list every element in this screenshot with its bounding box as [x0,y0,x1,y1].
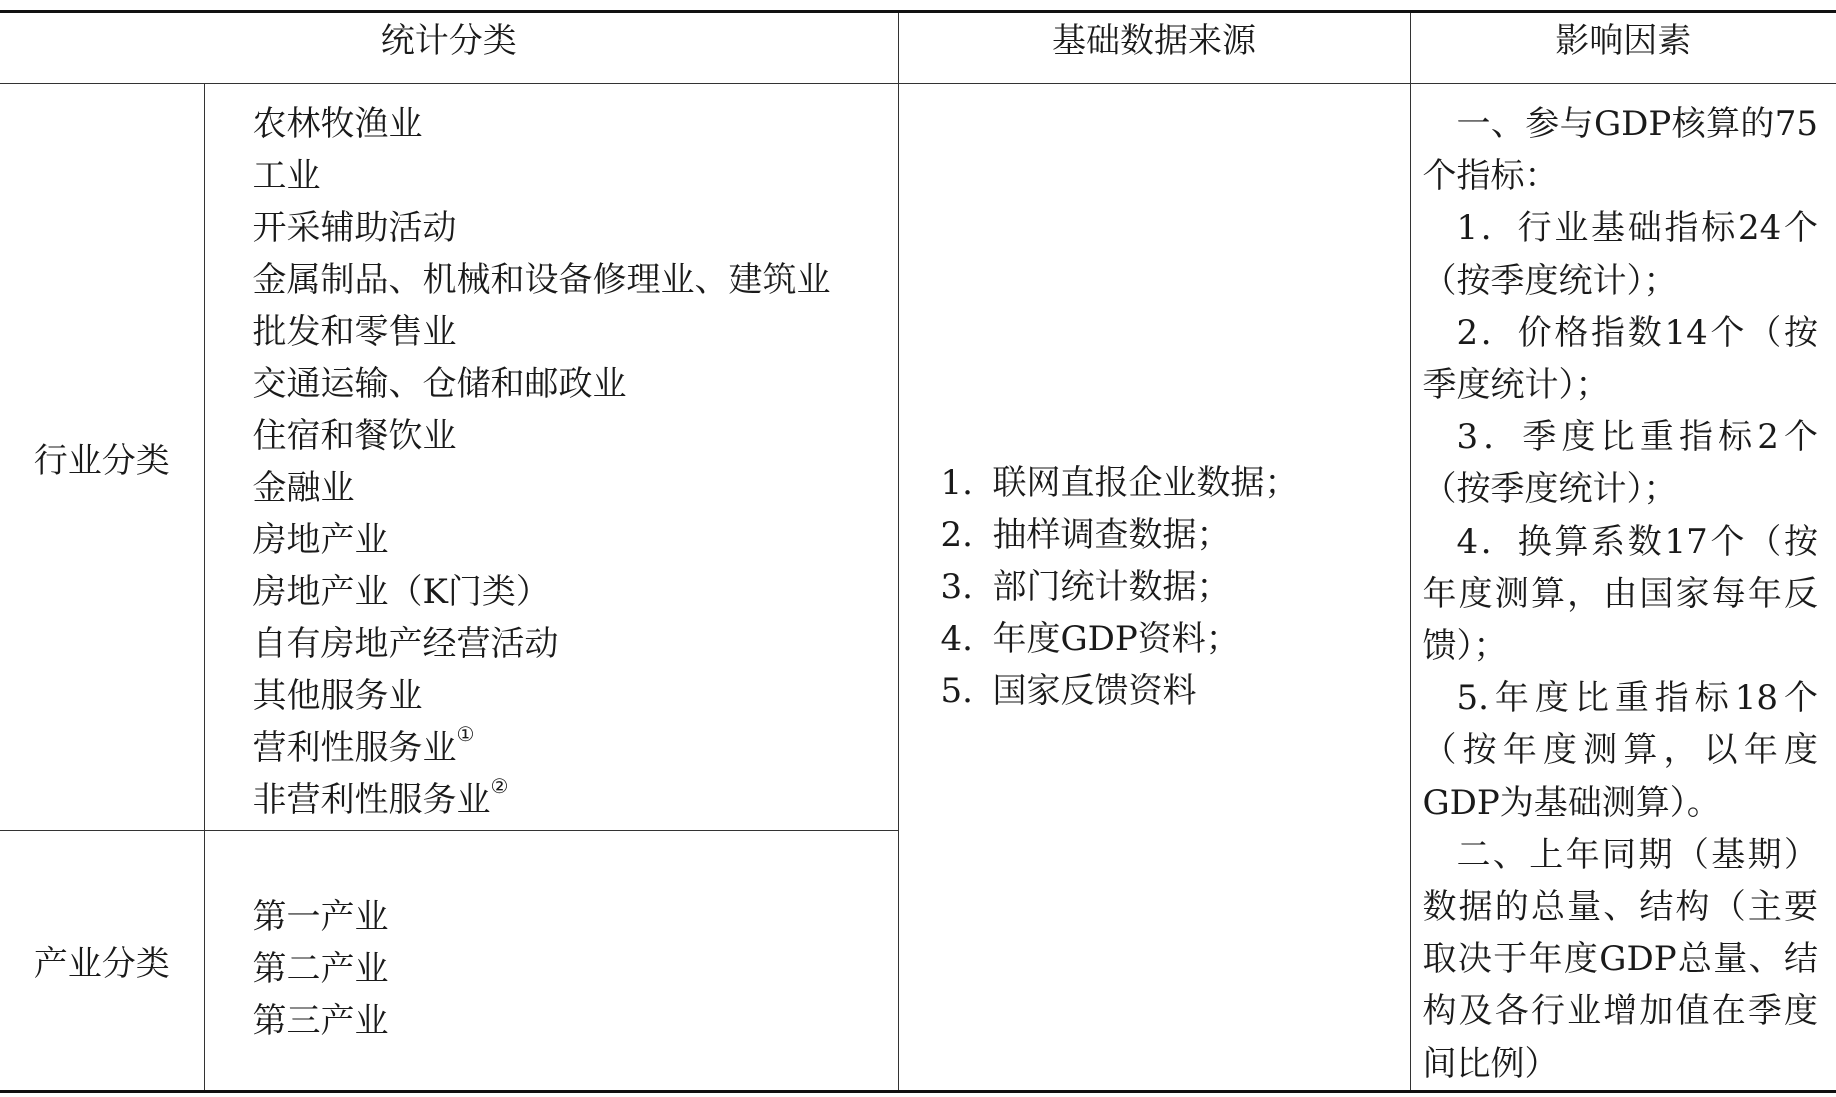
industry-item-text: 批发和零售业 [252,312,457,352]
factor-paragraph: 3．季度比重指标2个（按季度统计）； [1422,417,1818,510]
footnote-marker: ② [490,774,509,798]
industry-item-text: 金融业 [252,468,355,508]
sector-item-text: 第二产业 [252,949,389,990]
data-source-number: 2. [940,514,973,555]
factor-paragraph: 4．换算系数17个（按年度测算，由国家每年反馈）； [1422,521,1818,667]
statistics-table [0,10,1836,1093]
industry-item-text: 金属制品、机械和设备修理业、建筑业 [252,260,831,300]
industry-item [253,618,898,670]
industry-list [204,84,898,831]
industry-item [253,514,898,566]
industry-item-text: 开采辅助活动 [252,208,457,248]
industry-item [253,566,898,618]
industry-item [253,774,898,826]
factor-paragraph: 二、上年同期（基期）数据的总量、结构（主要取决于年度GDP总量、结构及各行业增加值在季度间比例） [1422,834,1818,1084]
industry-item-text: 农林牧渔业 [252,104,423,144]
sector-item [253,995,898,1047]
data-source-text: 年度GDP资料； [992,618,1240,659]
industry-item [253,462,898,514]
data-source-number: 3. [940,566,973,607]
data-source-number: 5. [940,670,973,711]
factor-paragraph: 2．价格指数14个（按季度统计）； [1422,312,1818,406]
industry-item-text: 自有房地产经营活动 [252,624,559,664]
sector-item [253,891,898,943]
data-source-text: 部门统计数据； [992,566,1231,607]
factor-paragraph: 1．行业基础指标24个（按季度统计）； [1422,208,1818,301]
industry-item [253,98,898,150]
industry-item-text: 交通运输、仓储和邮政业 [252,364,627,404]
data-source-number: 4. [940,618,973,659]
industry-item-text: 非营利性服务业 [252,780,491,820]
sector-item-text: 第一产业 [252,897,389,938]
data-source-item [941,457,1410,509]
data-source-item [941,509,1410,561]
industry-group-label: 行业分类 [0,84,204,831]
data-source-text: 国家反馈资料 [992,670,1197,711]
header-data-source: 基础数据来源 [898,12,1410,84]
industry-item [253,150,898,202]
data-source-item [941,665,1410,717]
header-classification: 统计分类 [0,12,898,84]
industry-item [253,358,898,410]
industry-item [253,306,898,358]
industry-item-text: 工业 [252,156,321,196]
table-header-row [0,12,1836,84]
sector-list [204,831,898,1092]
industry-item [253,202,898,254]
footnote-marker: ① [456,722,475,746]
industry-item-text: 其他服务业 [252,676,423,716]
industry-item [253,670,898,722]
sector-group-label: 产业分类 [0,831,204,1092]
factor-paragraph: 一、参与GDP核算的75个指标： [1422,104,1818,197]
industry-item [253,254,898,306]
industry-item [253,410,898,462]
industry-item-text: 营利性服务业 [252,728,457,768]
industry-item-text: 房地产业（K门类） [252,572,550,612]
factor-paragraph: 5.年度比重指标18个（按年度测算，以年度GDP为基础测算）。 [1422,678,1818,823]
data-source-item [941,561,1410,613]
factor-list [1410,84,1836,1092]
sector-item [253,943,898,995]
header-factors: 影响因素 [1410,12,1836,84]
data-source-text: 抽样调查数据； [992,514,1231,555]
sector-item-text: 第三产业 [252,1001,389,1042]
data-source-item [941,613,1410,665]
data-source-list [898,84,1410,1092]
industry-item-text: 住宿和餐饮业 [252,416,457,456]
data-source-number: 1. [940,462,973,503]
industry-item-text: 房地产业 [252,520,389,560]
industry-item [253,722,898,774]
industry-row [0,84,1836,831]
data-source-text: 联网直报企业数据； [992,462,1299,503]
